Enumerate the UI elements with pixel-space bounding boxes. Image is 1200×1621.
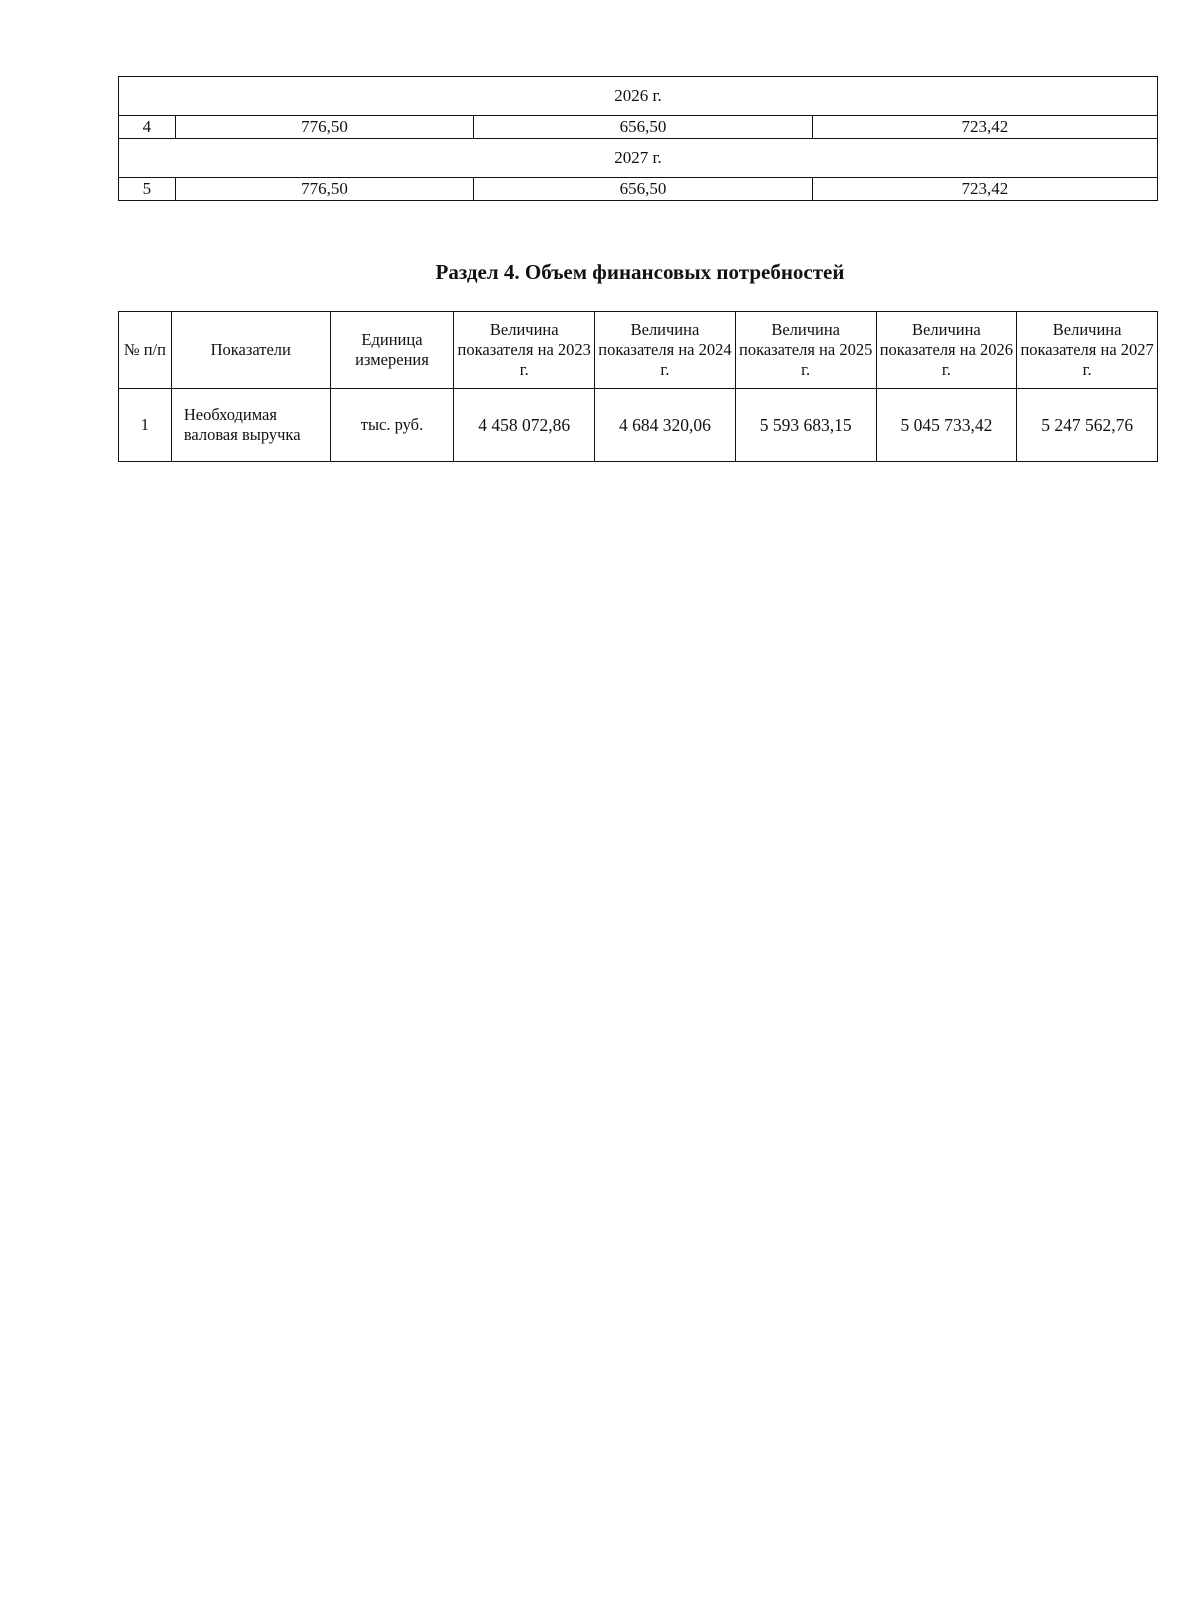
year-cell: 2026 г. <box>119 77 1158 116</box>
table-row <box>119 389 1158 462</box>
table-row <box>119 116 1158 139</box>
header-unit: Единица измерения <box>330 312 454 389</box>
tariff-continuation-table <box>118 76 1158 201</box>
section-title: Раздел 4. Объем финансовых потребностей <box>435 260 845 284</box>
value-cell: 776,50 <box>175 178 474 201</box>
value-2026-cell: 5 045 733,42 <box>876 389 1017 462</box>
year-cell: 2027 г. <box>119 139 1158 178</box>
header-indicator: Показатели <box>171 312 330 389</box>
year-row <box>119 77 1158 116</box>
row-number-cell: 4 <box>119 116 176 139</box>
header-num: № п/п <box>119 312 172 389</box>
value-cell: 776,50 <box>175 116 474 139</box>
value-2025-cell: 5 593 683,15 <box>735 389 876 462</box>
table-row <box>119 178 1158 201</box>
header-2026: Величина показателя на 2026 г. <box>876 312 1017 389</box>
value-2024-cell: 4 684 320,06 <box>595 389 736 462</box>
value-cell: 656,50 <box>474 116 812 139</box>
header-2027: Величина показателя на 2027 г. <box>1017 312 1158 389</box>
header-2023: Величина показателя на 2023 г. <box>454 312 595 389</box>
value-2027-cell: 5 247 562,76 <box>1017 389 1158 462</box>
header-2024: Величина показателя на 2024 г. <box>595 312 736 389</box>
value-cell: 723,42 <box>812 178 1157 201</box>
value-cell: 723,42 <box>812 116 1157 139</box>
year-row <box>119 139 1158 178</box>
value-2023-cell: 4 458 072,86 <box>454 389 595 462</box>
financial-needs-table <box>118 311 1158 462</box>
value-cell: 656,50 <box>474 178 812 201</box>
table-header-row <box>119 312 1158 389</box>
indicator-cell: Необходимая валовая выручка <box>171 389 330 462</box>
header-2025: Величина показателя на 2025 г. <box>735 312 876 389</box>
unit-cell: тыс. руб. <box>330 389 454 462</box>
row-number-cell: 1 <box>119 389 172 462</box>
row-number-cell: 5 <box>119 178 176 201</box>
